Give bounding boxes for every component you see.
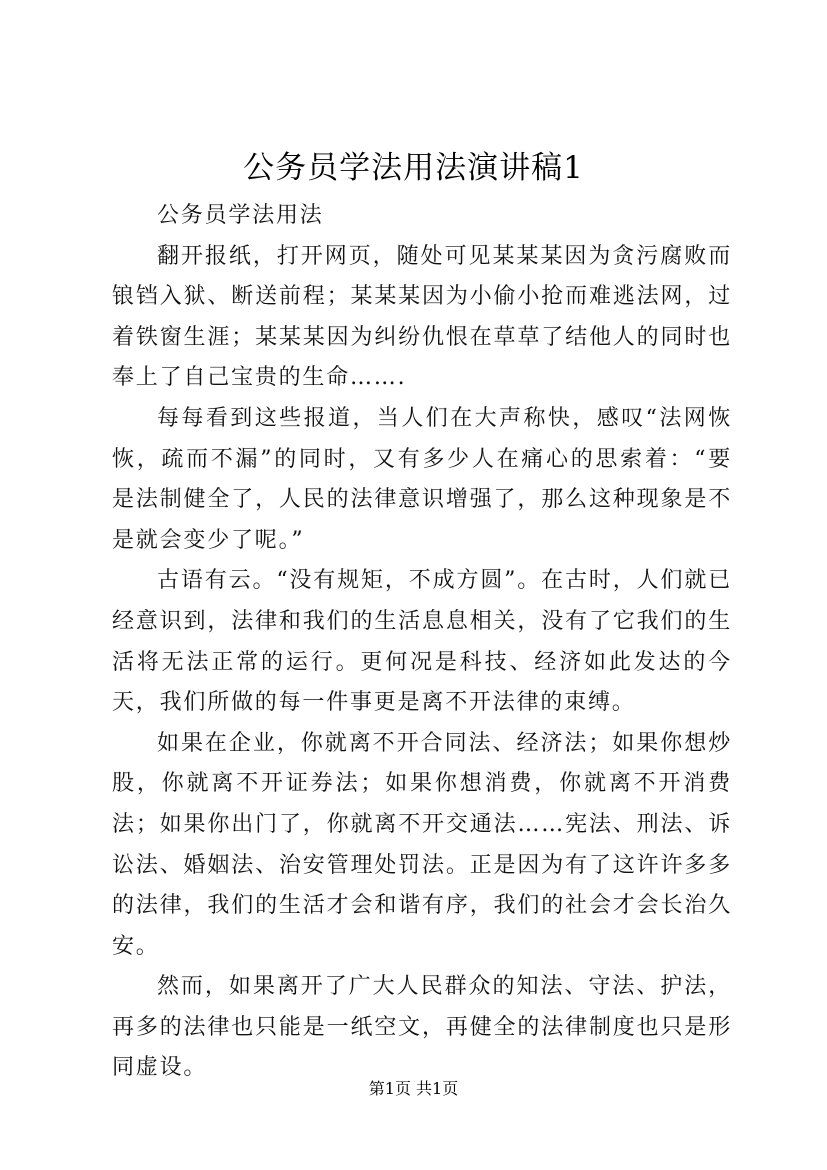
document-title: 公务员学法用法演讲稿1 xyxy=(243,150,584,186)
paragraph: 古语有云。“没有规矩，不成方圆”。在古时，人们就已经意识到，法律和我们的生活息息相关，没有了它我们的生活将无法正常的运行。更何况是科技、经济如此发达的今天，我们所做的每一件事更是离不开法律的束缚。 xyxy=(112,568,732,716)
paragraph: 每每看到这些报道，当人们在大声称快，感叹“法网恢恢，疏而不漏”的同时，又有多少人在痛心的思索着：“要是法制健全了，人民的法律意识增强了，那么这种现象是不是就会变少了呢。” xyxy=(112,405,732,553)
paragraph-subtitle: 公务员学法用法 xyxy=(157,203,324,228)
page-number-footer: 第1页 共1页 xyxy=(368,1079,459,1098)
paragraph: 如果在企业，你就离不开合同法、经济法；如果你想炒股，你就离不开证券法；如果你想消费，你就离不开消费法；如果你出门了，你就离不开交通法……宪法、刑法、诉讼法、婚姻法、治安管理处罚法。正是因为有了这许许多多的法律，我们的生活才会和谐有序，我们的社会才会长治久安。 xyxy=(112,730,732,959)
paragraph: 然而，如果离开了广大人民群众的知法、守法、护法，再多的法律也只能是一纸空文，再健全的法律制度也只是形同虚设。 xyxy=(112,974,732,1081)
document-body xyxy=(112,196,732,1089)
paragraph: 翻开报纸，打开网页，随处可见某某某因为贪污腐败而锒铛入狱、断送前程；某某某因为小偷小抢而难逃法网，过着铁窗生涯；某某某因为纠纷仇恨在草草了结他人的同时也奉上了自己宝贵的生命……. xyxy=(112,243,732,391)
